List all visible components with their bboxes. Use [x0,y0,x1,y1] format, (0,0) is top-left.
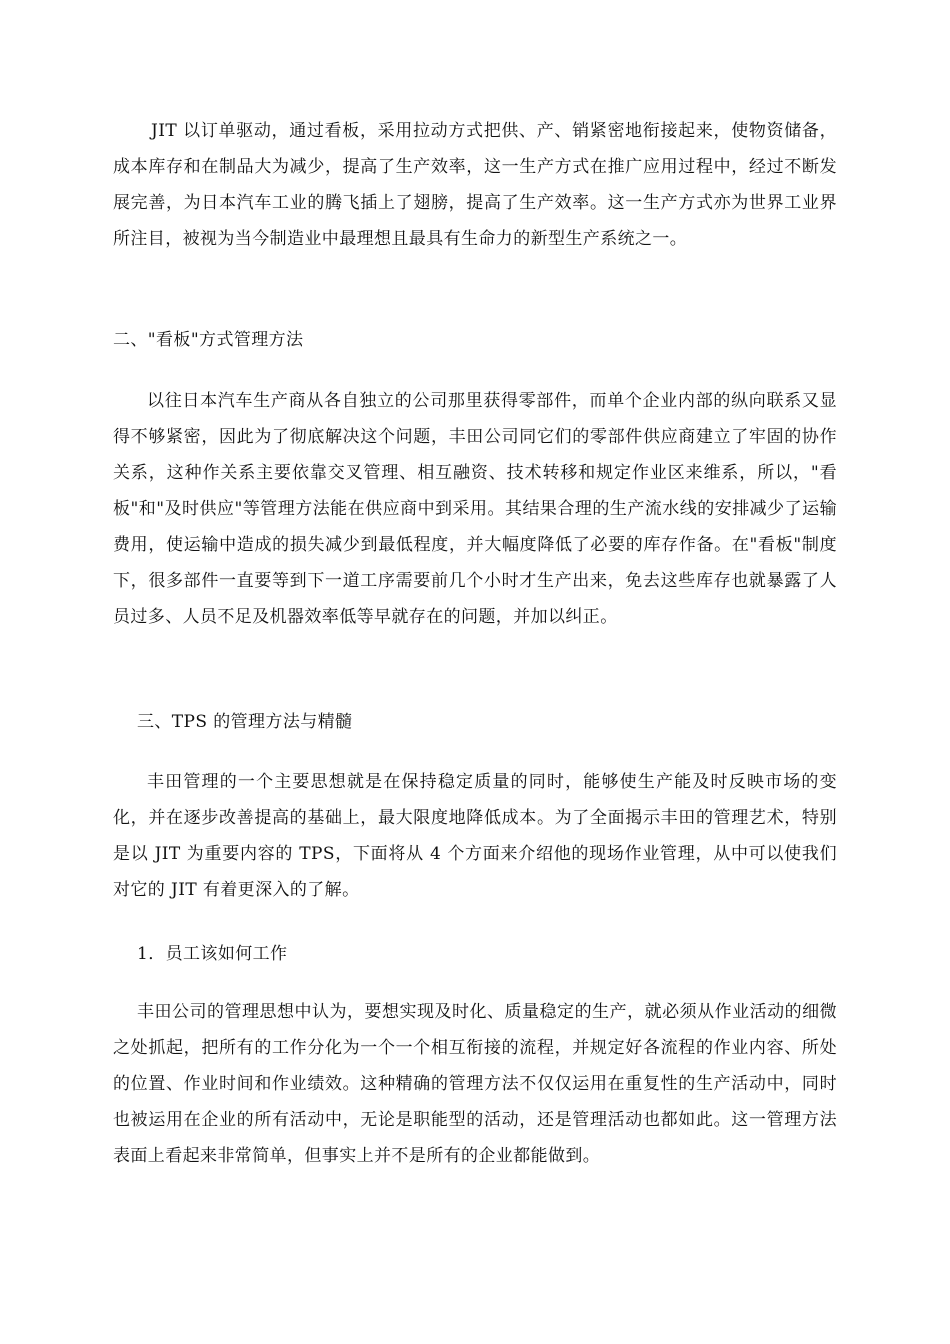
subsection-heading-staff: 1．员工该如何工作 [137,944,288,964]
paragraph-staff: 丰田公司的管理思想中认为，要想实现及时化、质量稳定的生产，就必须从作业活动的细微之处抓起，把所有的工作分化为一个一个相互衔接的流程，并规定好各流程的作业内容、所处的位置、作业时间和作业绩效。这种精确的管理方法不仅仅运用在重复性的生产活动中，同时也被运用在企业的所有活动中，无论是职能型的活动，还是管理活动也都如此。这一管理方法表面上看起来非常简单，但事实上并不是所有的企业都能做到。 [113,1002,837,1166]
section-heading-tps: 三、TPS 的管理方法与精髓 [137,712,353,732]
paragraph-jit-intro: JIT 以订单驱动，通过看板，采用拉动方式把供、产、销紧密地衔接起来，使物资储备，成本库存和在制品大为减少，提高了生产效率，这一生产方式在推广应用过程中，经过不断发展完善，为日本汽车工业的腾飞插上了翅膀，提高了生产效率。这一生产方式亦为世界工业界所注目，被视为当今制造业中最理想且最具有生命力的新型生产系统之一。 [113,121,837,249]
section-heading-kanban: 二、"看板"方式管理方法 [113,330,304,350]
paragraph-tps: 丰田管理的一个主要思想就是在保持稳定质量的同时，能够使生产能及时反映市场的变化，并在逐步改善提高的基础上，最大限度地降低成本。为了全面揭示丰田的管理艺术，特别是以 JIT 为重要内容的 TPS，下面将从 4 个方面来介绍他的现场作业管理，从中可以使我们对它的 JIT 有着更深入的了解。 [113,772,837,900]
paragraph-kanban: 以往日本汽车生产商从各自独立的公司那里获得零部件，而单个企业内部的纵向联系又显得不够紧密，因此为了彻底解决这个问题，丰田公司同它们的零部件供应商建立了牢固的协作关系，这种作关系主要依靠交叉管理、相互融资、技术转移和规定作业区来维系，所以，"看板"和"及时供应"等管理方法能在供应商中到采用。其结果合理的生产流水线的安排减少了运输费用，使运输中造成的损失减少到最低程度，并大幅度降低了必要的库存作备。在"看板"制度下，很多部件一直要等到下一道工序需要前几个小时才生产出来，免去这些库存也就暴露了人员过多、人员不足及机器效率低等早就存在的问题，并加以纠正。 [113,391,837,627]
